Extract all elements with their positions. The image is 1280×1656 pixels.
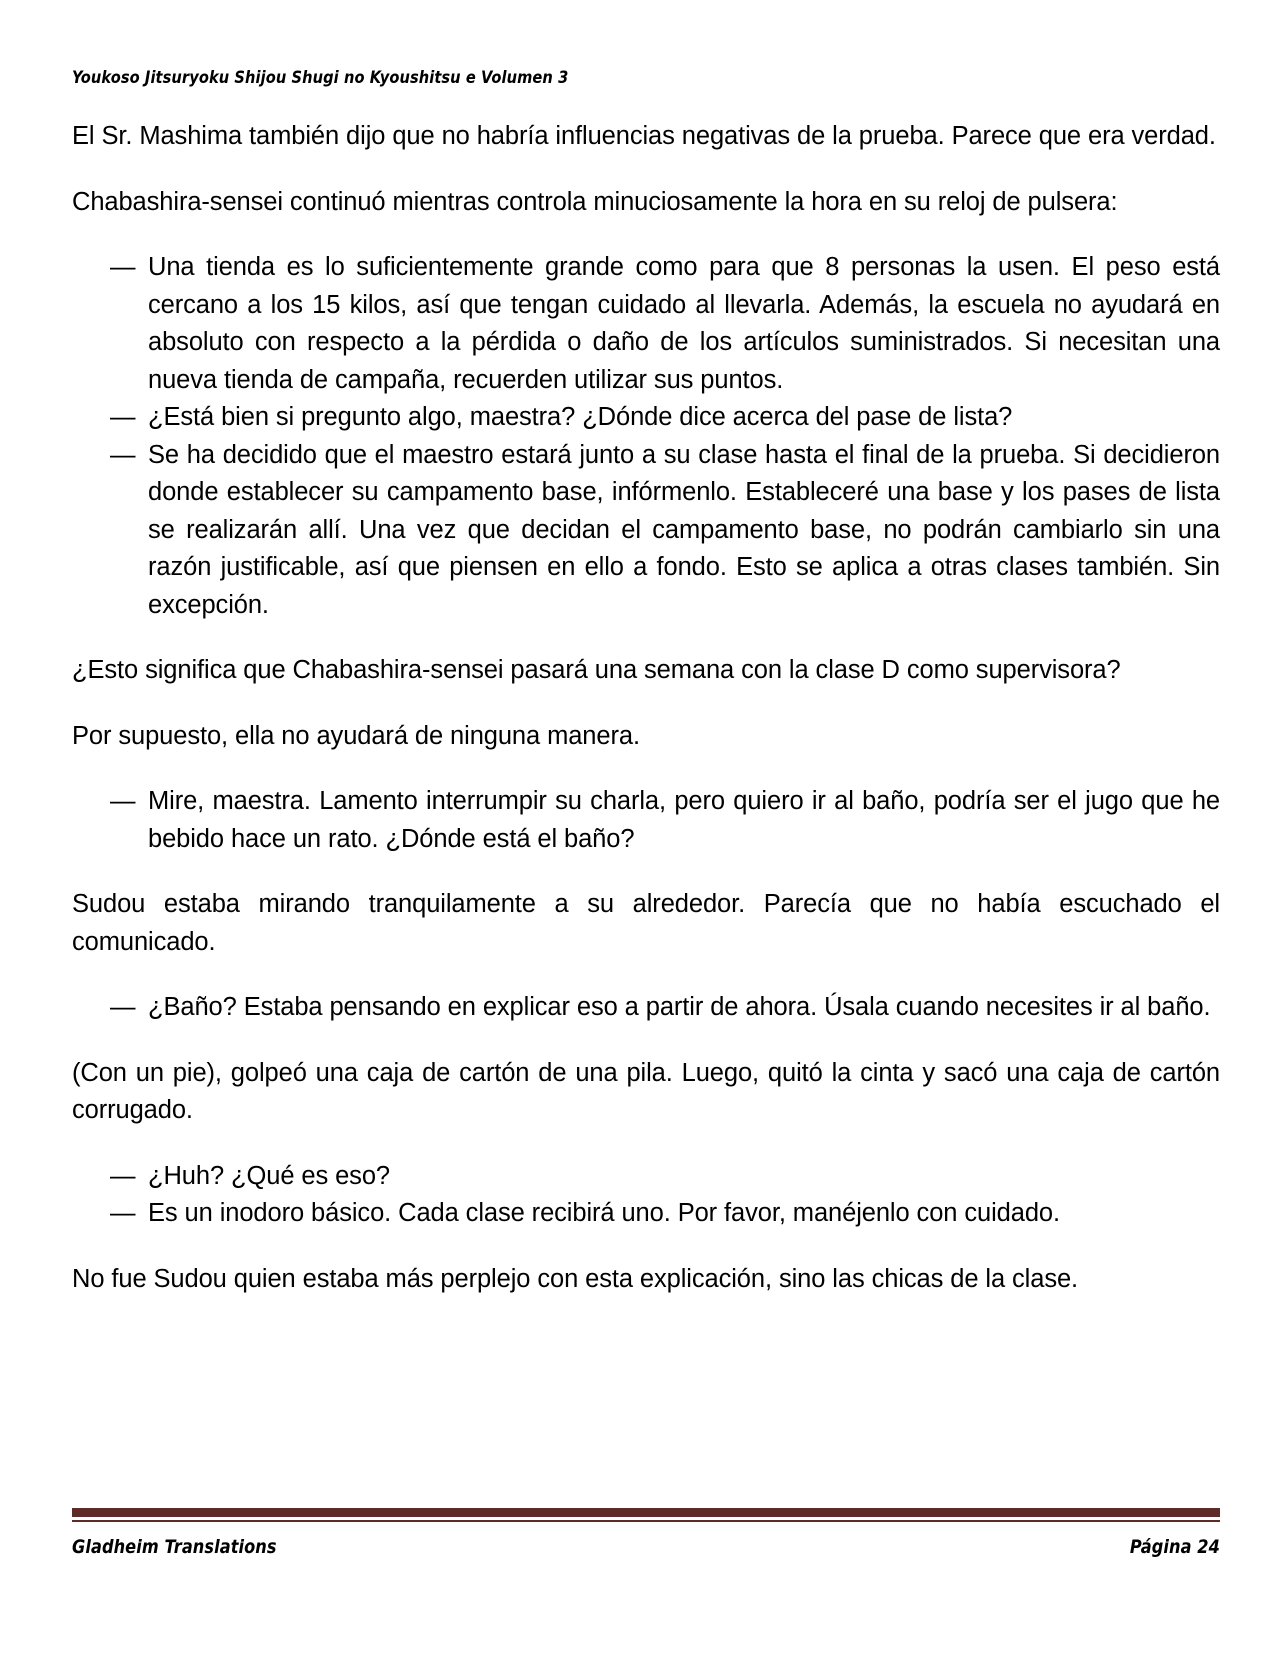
em-dash-marker: — — [110, 1161, 136, 1190]
em-dash-marker: — — [110, 440, 136, 469]
page-footer — [72, 1508, 1220, 1558]
list-item-text: ¿Huh? ¿Qué es eso? — [148, 1161, 390, 1190]
paragraph: ¿Esto significa que Chabashira-sensei pasará una semana con la clase D como supervisora? — [72, 656, 1121, 685]
footer-row — [72, 1536, 1220, 1558]
paragraph: El Sr. Mashima también dijo que no habría influencias negativas de la prueba. Parece que era verdad. — [72, 122, 1216, 151]
paragraph: Chabashira-sensei continuó mientras controla minuciosamente la hora en su reloj de pulsera: — [72, 187, 1118, 216]
paragraph: Por supuesto, ella no ayudará de ninguna manera. — [72, 721, 640, 750]
paragraph: (Con un pie), golpeó una caja de cartón de una pila. Luego, quitó la cinta y sacó una caja de cartón corrugado. — [72, 1058, 1220, 1125]
list-item — [110, 1195, 1220, 1232]
list-item — [110, 989, 1220, 1026]
em-dash-marker: — — [110, 993, 136, 1022]
paragraph: Sudou estaba mirando tranquilamente a su alrededor. Parecía que no había escuchado el comunicado. — [72, 890, 1220, 956]
footer-rule-thick — [72, 1508, 1220, 1517]
list-item — [110, 1158, 1220, 1195]
list-item — [110, 783, 1220, 858]
page-content — [72, 0, 1220, 1298]
paragraph: No fue Sudou quien estaba más perplejo con esta explicación, sino las chicas de la clase. — [72, 1264, 1079, 1293]
list-item-text: Una tienda es lo suficientemente grande como para que 8 personas la usen. El peso está cercano a los 15 kilos, así que tengan cuidado al llevarla. Además, la escuela no ayudará en absoluto con respecto a la pérdida o daño de los artículos suministrados. Si necesitan una nueva tienda de campaña, recuerden utilizar sus puntos. — [148, 253, 1220, 394]
dialogue-list — [72, 989, 1220, 1026]
list-item — [110, 249, 1220, 399]
em-dash-marker: — — [110, 253, 136, 282]
list-item-text: Mire, maestra. Lamento interrumpir su charla, pero quiero ir al baño, podría ser el jugo que he bebido hace un rato. ¿Dónde está el baño? — [148, 787, 1220, 853]
em-dash-marker: — — [110, 1199, 136, 1228]
footer-page-number: Página 24 — [1129, 1536, 1220, 1558]
footer-translator-credit: Gladheim Translations — [72, 1536, 277, 1558]
dialogue-list — [72, 1158, 1220, 1233]
body-text — [72, 118, 1220, 1298]
list-item — [110, 399, 1220, 436]
em-dash-marker: — — [110, 403, 136, 432]
dialogue-list — [72, 249, 1220, 624]
list-item — [110, 437, 1220, 624]
dialogue-list — [72, 783, 1220, 858]
list-item-text: ¿Baño? Estaba pensando en explicar eso a partir de ahora. Úsala cuando necesites ir al baño. — [148, 993, 1211, 1022]
list-item-text: ¿Está bien si pregunto algo, maestra? ¿Dónde dice acerca del pase de lista? — [148, 403, 1013, 432]
list-item-text: Es un inodoro básico. Cada clase recibirá uno. Por favor, manéjenlo con cuidado. — [148, 1199, 1060, 1228]
list-item-text: Se ha decidido que el maestro estará junto a su clase hasta el final de la prueba. Si decidieron donde establecer su campamento base, infórmenlo. Estableceré una base y los pases de lista se realizarán allí. Una vez que decidan el campamento base, no podrán cambiarlo sin una razón justificable, así que piensen en ello a fondo. Esto se aplica a otras clases también. Sin excepción. — [148, 440, 1220, 619]
running-head: Youkoso Jitsuryoku Shijou Shugi no Kyoushitsu e Volumen 3 — [72, 68, 569, 88]
footer-rule-thin — [72, 1520, 1220, 1522]
em-dash-marker: — — [110, 787, 136, 816]
